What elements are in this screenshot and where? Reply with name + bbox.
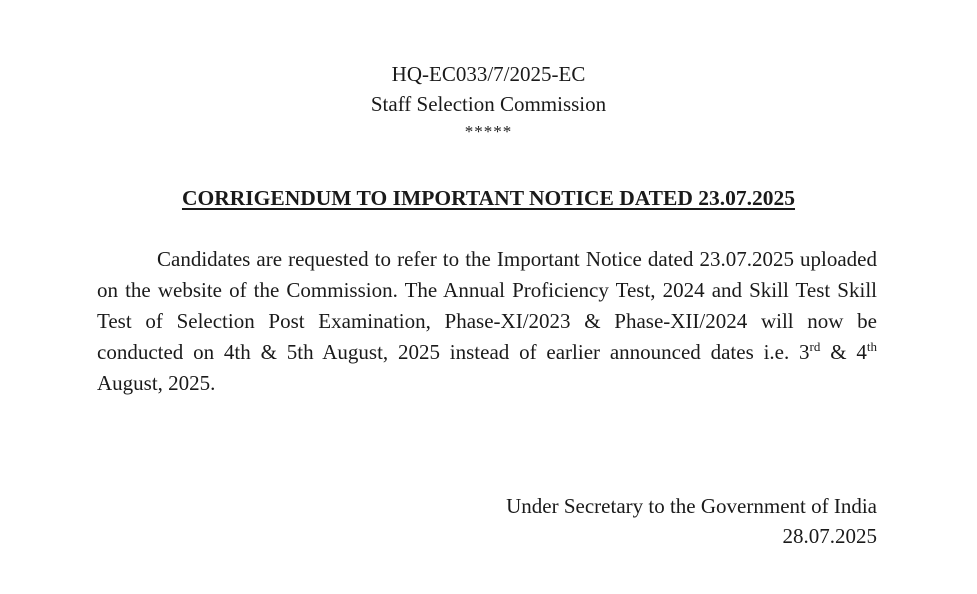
notice-body-text: Candidates are requested to refer to the Important Notice dated 23.07.2025 uploaded on the website of the Commission. The Annual Proficiency Test, 2024 and Skill Test Skill Test of Selection Post Examination, Phase-XI/2023 & Phase-XII/2024 will now be conducted on 4th & 5th August, 2025 instead of earlier announced dates i.e. 3	[97, 247, 877, 364]
file-number: HQ-EC033/7/2025-EC	[391, 62, 586, 86]
notice-body-text-end: August, 2025.	[97, 371, 216, 395]
separator-stars: *****	[464, 122, 513, 141]
organization-name: Staff Selection Commission	[370, 92, 607, 116]
notice-title: CORRIGENDUM TO IMPORTANT NOTICE DATED 23.07.2025	[181, 186, 796, 210]
signature-date: 28.07.2025	[782, 524, 877, 548]
ordinal-suffix-rd: rd	[809, 339, 821, 354]
notice-title-container	[0, 183, 977, 213]
signatory-designation: Under Secretary to the Government of India	[506, 494, 877, 518]
ordinal-suffix-th: th	[866, 339, 877, 354]
notice-body-text-cont: & 4	[820, 340, 867, 364]
notice-body	[97, 244, 877, 399]
